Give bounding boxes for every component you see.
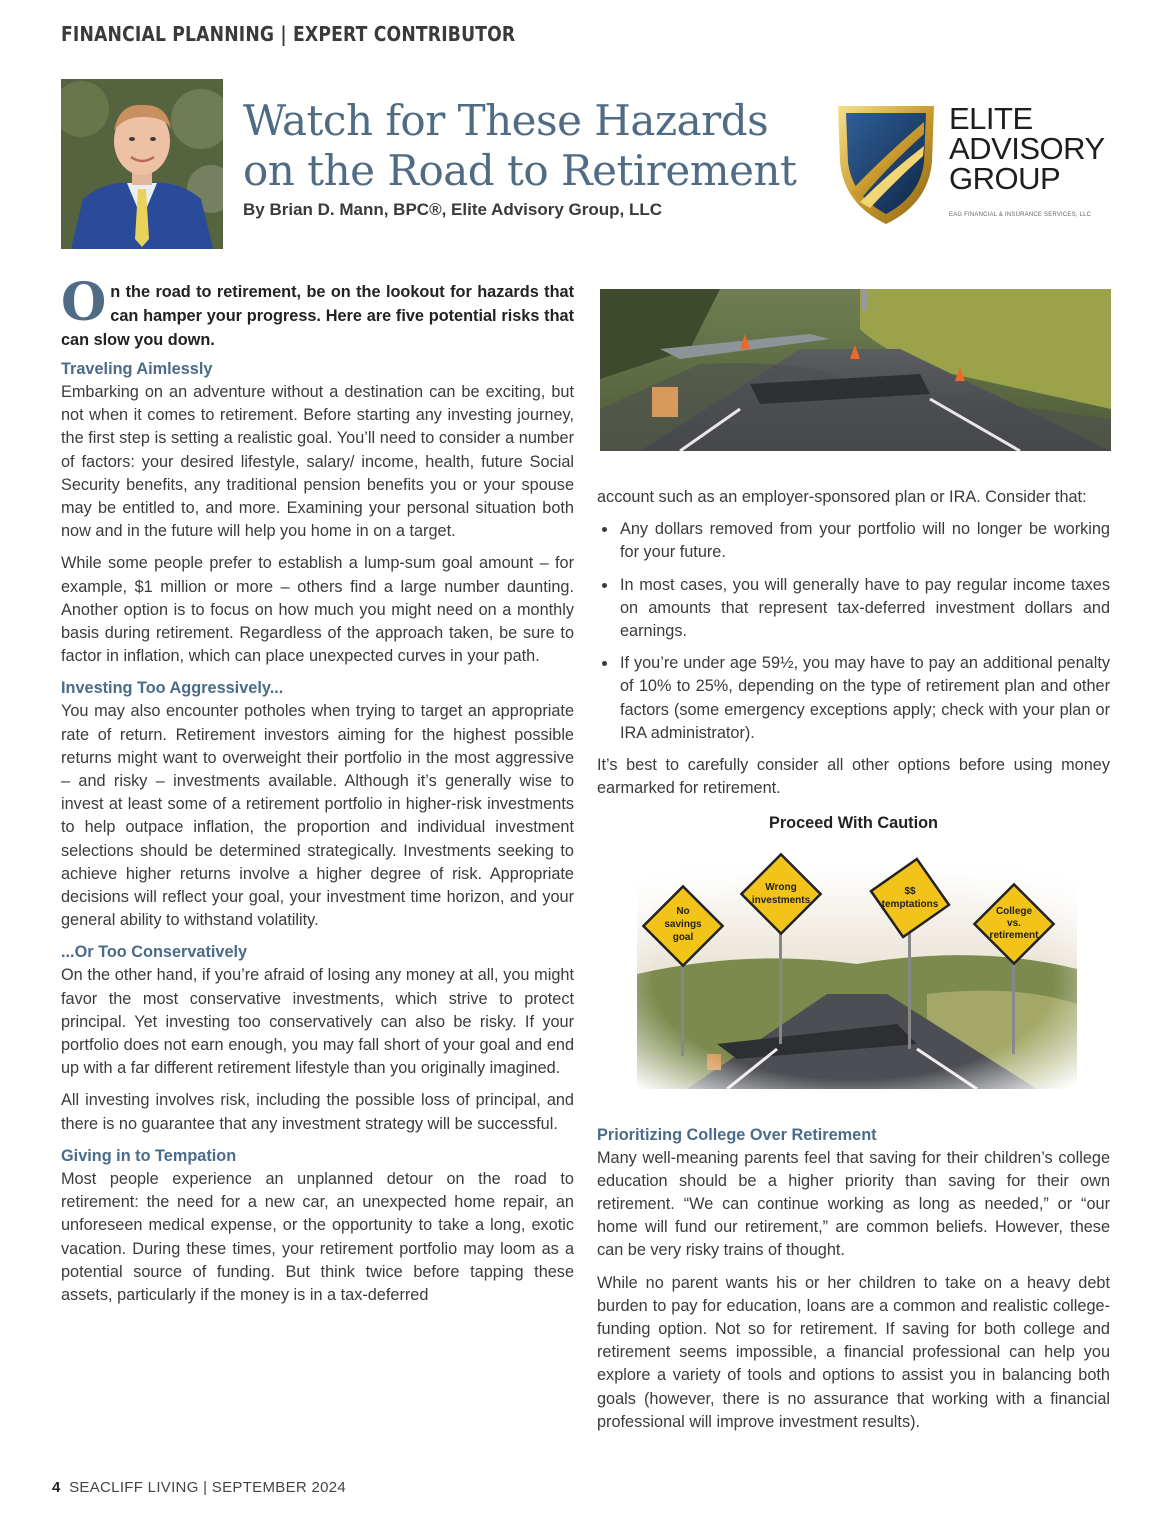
paragraph: All investing involves risk, including the possible loss of principal, and there is no guarantee that any investment strategy will be successful. <box>61 1091 574 1133</box>
damaged-road-illustration <box>600 289 1111 451</box>
svg-text:vs.: vs. <box>1007 917 1021 929</box>
svg-text:retirement: retirement <box>989 929 1039 941</box>
svg-text:goal: goal <box>672 931 694 943</box>
publication-info: SEACLIFF LIVING | SEPTEMBER 2024 <box>69 1479 347 1496</box>
logo-tagline: EAG FINANCIAL & INSURANCE SERVICES, LLC <box>949 212 1092 218</box>
title-line-2: on the Road to Retirement <box>243 146 797 195</box>
heading-too-conservatively: ...Or Too Conservatively <box>61 943 248 962</box>
risk-bullet-list <box>597 518 1110 745</box>
caution-signs-illustration <box>597 844 1110 1094</box>
logo-line-2: ADVISORY <box>949 131 1105 166</box>
paragraph: While no parent wants his or her children to take on a heavy debt burden to pay for education, loans are a common and realistic college-funding option. Not so for retirement. If saving for both college and retirement seems impossible, a financial professional can help you explore a variety of tools and options to assist you in balancing both goals (however, there is no assurance that working with a financial professional will improve investment results). <box>597 1273 1110 1431</box>
page-number: 4 <box>52 1479 61 1496</box>
shield-icon <box>830 100 942 228</box>
author-portrait-illustration <box>61 79 223 249</box>
intro-text: n the road to retirement, be on the lookout for hazards that can hamper your progress. Here are five potential risks that can slow you down. <box>61 283 574 349</box>
author-photo <box>61 79 223 249</box>
logo-line-1: ELITE <box>949 101 1033 136</box>
paragraph: Embarking on an adventure without a destination can be exciting, but not when it comes to retirement. Before starting any investing journey, the first step is setting a realistic goal. You’ll need to consider a number of factors: your desired lifestyle, salary/ income, health, future Social Security benefits, any traditional pension benefits you or your spouse may be entitled to, and more. Examining your personal situation both now and in the future will help you home in on a target. <box>61 383 574 541</box>
drop-cap: O <box>61 272 107 333</box>
svg-text:Wrong: Wrong <box>765 881 797 893</box>
company-logo <box>830 100 1110 230</box>
road-damage-photo <box>600 289 1111 451</box>
paragraph: Most people experience an unplanned detour on the road to retirement: the need for a new car, an unexpected home repair, an unforeseen medical expense, or the opportunity to take a long, exotic vacation. During these times, your retirement portfolio may loom as a potential source of funding. But think twice before tapping these assets, particularly if the money is in a tax-deferred <box>61 1169 574 1304</box>
section-label: FINANCIAL PLANNING | EXPERT CONTRIBUTOR <box>61 22 516 46</box>
logo-wordmark <box>949 101 1105 196</box>
paragraph: On the other hand, if you’re afraid of losing any money at all, you might favor the most conservative investments, which strive to protect principal. Yet investing too conservatively can also be risky. If your portfolio does not earn enough, you may fall short of your goal and end up with a far different retirement lifestyle than you originally imagined. <box>61 966 574 1078</box>
page-footer <box>52 1479 346 1496</box>
svg-text:$$: $$ <box>904 885 916 897</box>
paragraph: You may also encounter potholes when trying to target an appropriate rate of return. Retirement investors aiming for the highest possible returns might want to overweight their portfolio in the most aggressive – and risky – investments available. Although it’s generally wise to invest at least some of a retirement portfolio in higher-risk investments to help outpace inflation, the proportion and individual investment selections should be determined strategically. Investments seeking to achieve higher returns involve a higher degree of risk. Appropriate decisions will reflect your goal, your investment time horizon, and your general ability to withstand volatility. <box>61 702 574 930</box>
title-line-1: Watch for These Hazards <box>243 96 769 145</box>
article-title <box>243 96 796 196</box>
paragraph-continued: account such as an employer-sponsored plan or IRA. Consider that: <box>597 488 1087 506</box>
paragraph: While some people prefer to establish a lump-sum goal amount – for example, $1 million or more – others find a large number daunting. Another option is to focus on how much you might need on a monthly basis during retirement. Regardless of the approach taken, be sure to factor in inflation, which can place unexpected curves in your path. <box>61 554 574 666</box>
list-item: • In most cases, you will generally have to pay regular income taxes on amounts that represent tax-deferred investment dollars and earnings. <box>618 574 1110 644</box>
logo-line-3: GROUP <box>949 161 1061 196</box>
list-item: • If you’re under age 59½, you may have to pay an additional penalty of 10% to 25%, depending on the type of retirement plan and other factors (some emergency exceptions apply; check with your plan or IRA administrator). <box>618 652 1110 745</box>
right-column <box>597 486 1110 1443</box>
intro-paragraph <box>61 272 574 352</box>
heading-investing-aggressively: Investing Too Aggressively... <box>61 679 284 698</box>
svg-text:College: College <box>995 905 1033 917</box>
road-signs-graphic <box>597 844 1110 1094</box>
byline: By Brian D. Mann, BPC®, Elite Advisory Group, LLC <box>243 200 662 219</box>
paragraph: Many well-meaning parents feel that saving for their children’s college education should be a higher priority than saving for their own retirement. “We can continue working as long as needed,” or “our home will fund our retirement,” are common beliefs. However, these can be very risky trains of thought. <box>597 1148 1110 1260</box>
heading-giving-in-to-temptation: Giving in to Tempation <box>61 1146 237 1165</box>
paragraph: It’s best to carefully consider all other options before using money earmarked for retirement. <box>597 756 1110 798</box>
svg-text:No: No <box>676 905 690 917</box>
svg-text:investments: investments <box>751 894 811 906</box>
heading-traveling-aimlessly: Traveling Aimlessly <box>61 360 213 378</box>
list-item: • Any dollars removed from your portfolio will no longer be working for your future. <box>618 518 1110 564</box>
svg-text:savings: savings <box>664 918 702 930</box>
illustration-title: Proceed With Caution <box>768 814 938 833</box>
heading-prioritizing-college: Prioritizing College Over Retirement <box>597 1125 877 1144</box>
left-column <box>61 272 574 1316</box>
svg-text:temptations: temptations <box>881 898 939 910</box>
